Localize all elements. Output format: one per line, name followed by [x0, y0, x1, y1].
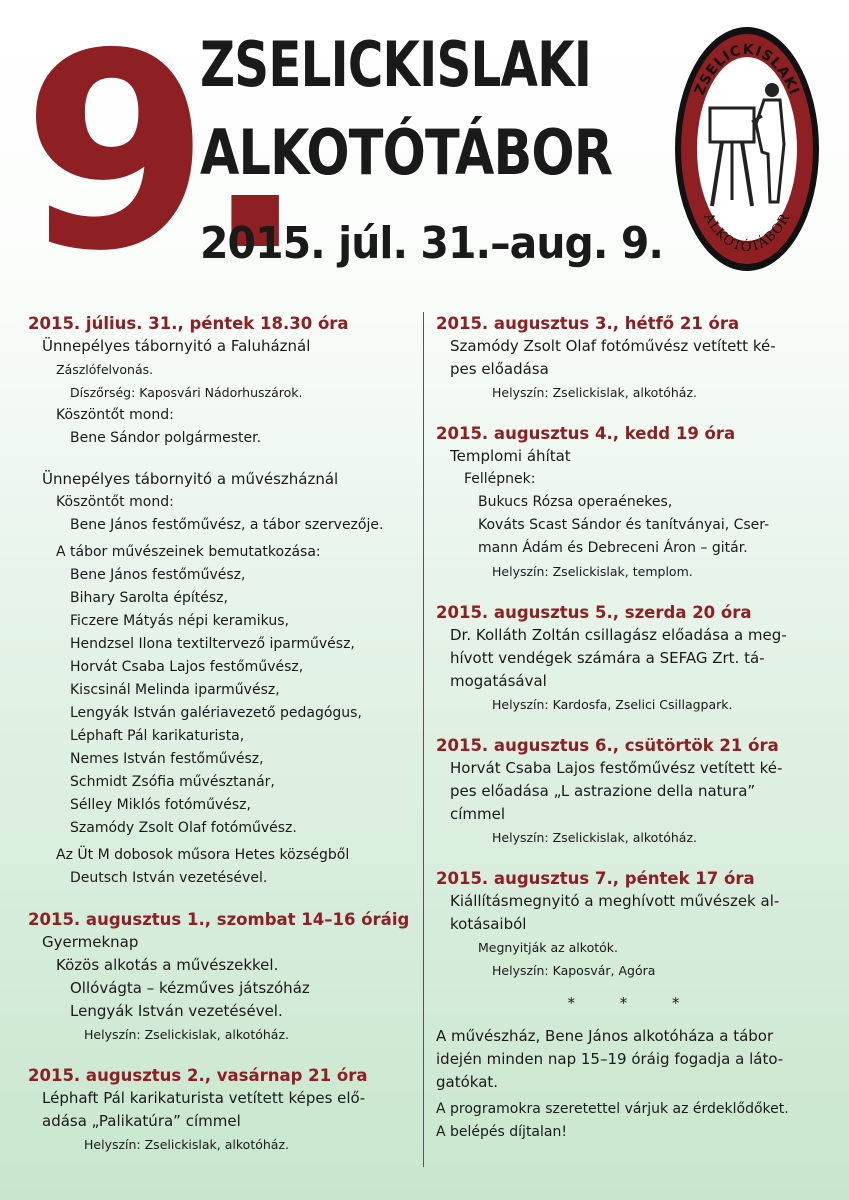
- artist-list-item: Léphaft Pál karikaturista,: [70, 728, 245, 744]
- event-line: pes előadása „L astrazione della natura”: [450, 782, 756, 800]
- artist-list-item: Hendzsel Ilona textiltervező iparművész,: [70, 636, 355, 652]
- venue-line: Helyszín: Zselickislak, alkotóház.: [492, 385, 697, 400]
- event-line: Léphaft Pál karikaturista vetített képes elő-: [42, 1089, 366, 1107]
- closing-text: idején minden nap 15–19 óráig fogadja a láto-: [436, 1050, 784, 1068]
- artist-list-item: Horvát Csaba Lajos festőművész,: [70, 659, 304, 675]
- date-heading-jul31: 2015. július. 31., péntek 18.30 óra: [28, 314, 349, 333]
- event-line: Megnyitják az alkotók.: [478, 940, 618, 955]
- date-heading-aug2: 2015. augusztus 2., vasárnap 21 óra: [28, 1066, 368, 1085]
- artist-list-item: Bene János festőművész,: [70, 567, 246, 583]
- venue-line: Helyszín: Zselickislak, templom.: [492, 564, 693, 579]
- venue-line: Helyszín: Kaposvár, Agóra: [492, 963, 656, 978]
- edition-number: 9.: [22, 0, 301, 310]
- venue-line: Helyszín: Zselickislak, alkotóház.: [492, 830, 697, 845]
- artist-list-item: Bihary Sarolta építész,: [70, 590, 228, 606]
- title-line-2: ALKOTÓTÁBOR: [200, 116, 613, 189]
- event-line: Kováts Scast Sándor és tanítványai, Cser-: [478, 517, 770, 533]
- artist-list-item: Szamódy Zsolt Olaf fotóművész.: [70, 820, 297, 836]
- camp-logo: [672, 24, 822, 274]
- event-line: A tábor művészeinek bemutatkozása:: [56, 544, 321, 560]
- artist-list-item: Ficzere Mátyás népi keramikus,: [70, 613, 289, 629]
- event-line: címmel: [450, 805, 506, 823]
- program-left-column: [28, 312, 408, 1156]
- event-line: Bukucs Rózsa operaénekes,: [478, 494, 673, 510]
- artist-list-item: Kiscsinál Melinda iparművész,: [70, 682, 280, 698]
- event-line: mann Ádám és Debreceni Áron – gitár.: [478, 540, 748, 556]
- closing-text: A programokra szeretettel várjuk az érdeklődőket.: [436, 1101, 789, 1117]
- title-line-1: ZSELICKISLAKI: [200, 28, 592, 101]
- event-line: Horvát Csaba Lajos festőművész vetített ké-: [450, 759, 783, 777]
- date-heading-aug3: 2015. augusztus 3., hétfő 21 óra: [436, 314, 740, 333]
- event-line: Köszöntőt mond:: [56, 494, 174, 510]
- event-line: adása „Palikatúra” címmel: [42, 1112, 241, 1130]
- event-line: kotásaiból: [450, 915, 527, 933]
- event-line: hívott vendégek számára a SEFAG Zrt. tá-: [450, 649, 765, 667]
- venue-line: Helyszín: Zselickislak, alkotóház.: [84, 1027, 289, 1042]
- date-heading-aug1: 2015. augusztus 1., szombat 14–16 óráig: [28, 910, 410, 929]
- event-line: Közös alkotás a művészekkel.: [56, 956, 279, 974]
- event-line: pes előadása: [450, 360, 549, 378]
- artist-list-item: Nemes István festőművész,: [70, 751, 264, 767]
- event-line: Zászlófelvonás.: [56, 362, 154, 377]
- event-line: Díszőrség: Kaposvári Nádorhuszárok.: [70, 385, 303, 400]
- artist-list-item: Sélley Miklós fotóművész,: [70, 797, 251, 813]
- event-line: Bene János festőművész, a tábor szervezője.: [70, 517, 384, 533]
- event-line: Köszöntőt mond:: [56, 407, 174, 423]
- closing-text: A művészház, Bene János alkotóháza a tábor: [436, 1027, 774, 1045]
- artist-list-item: Schmidt Zsófia művésztanár,: [70, 774, 275, 790]
- column-divider: [423, 312, 424, 1167]
- artist-list-item: Lengyák István galériavezető pedagógus,: [70, 705, 362, 721]
- venue-line: Helyszín: Kardosfa, Zselici Csillagpark.: [492, 697, 733, 712]
- logo-text-top: ZSELICKISLAKI: [691, 41, 803, 98]
- date-heading-aug5: 2015. augusztus 5., szerda 20 óra: [436, 603, 752, 622]
- event-title: Gyermeknap: [42, 933, 139, 951]
- event-line: Az Üt M dobosok műsora Hetes községből: [56, 847, 350, 863]
- date-heading-aug7: 2015. augusztus 7., péntek 17 óra: [436, 869, 755, 888]
- date-heading-aug4: 2015. augusztus 4., kedd 19 óra: [436, 424, 736, 443]
- event-line: Ollóvágta – kézműves játszóház: [70, 979, 310, 997]
- event-line: Deutsch István vezetésével.: [70, 870, 268, 886]
- event-line: Dr. Kolláth Zoltán csillagász előadása a meg-: [450, 626, 787, 644]
- event-line: Bene Sándor polgármester.: [70, 430, 262, 446]
- event-line: Lengyák István vezetésével.: [70, 1002, 283, 1020]
- event-dates: 2015. júl. 31.–aug. 9.: [200, 218, 663, 269]
- logo-text-bottom: ALKOTÓTÁBOR: [700, 210, 794, 256]
- event-line: Szamódy Zsolt Olaf fotóművész vetített ké-: [450, 337, 776, 355]
- event-title: Templomi áhítat: [450, 447, 571, 465]
- event-title: Ünnepélyes tábornyitó a Faluháznál: [42, 337, 311, 355]
- event-line: Kiállításmegnyitó a meghívott művészek al-: [450, 892, 780, 910]
- closing-text: A belépés díjtalan!: [436, 1124, 567, 1140]
- separator-stars: * * *: [567, 994, 700, 1012]
- program-right-column: [436, 312, 821, 1144]
- closing-text: gatókat.: [436, 1073, 499, 1091]
- date-heading-aug6: 2015. augusztus 6., csütörtök 21 óra: [436, 736, 779, 755]
- event-title: Ünnepélyes tábornyitó a művészháznál: [42, 470, 339, 488]
- venue-line: Helyszín: Zselickislak, alkotóház.: [84, 1137, 289, 1152]
- event-line: Fellépnek:: [464, 471, 536, 487]
- event-line: mogatásával: [450, 672, 547, 690]
